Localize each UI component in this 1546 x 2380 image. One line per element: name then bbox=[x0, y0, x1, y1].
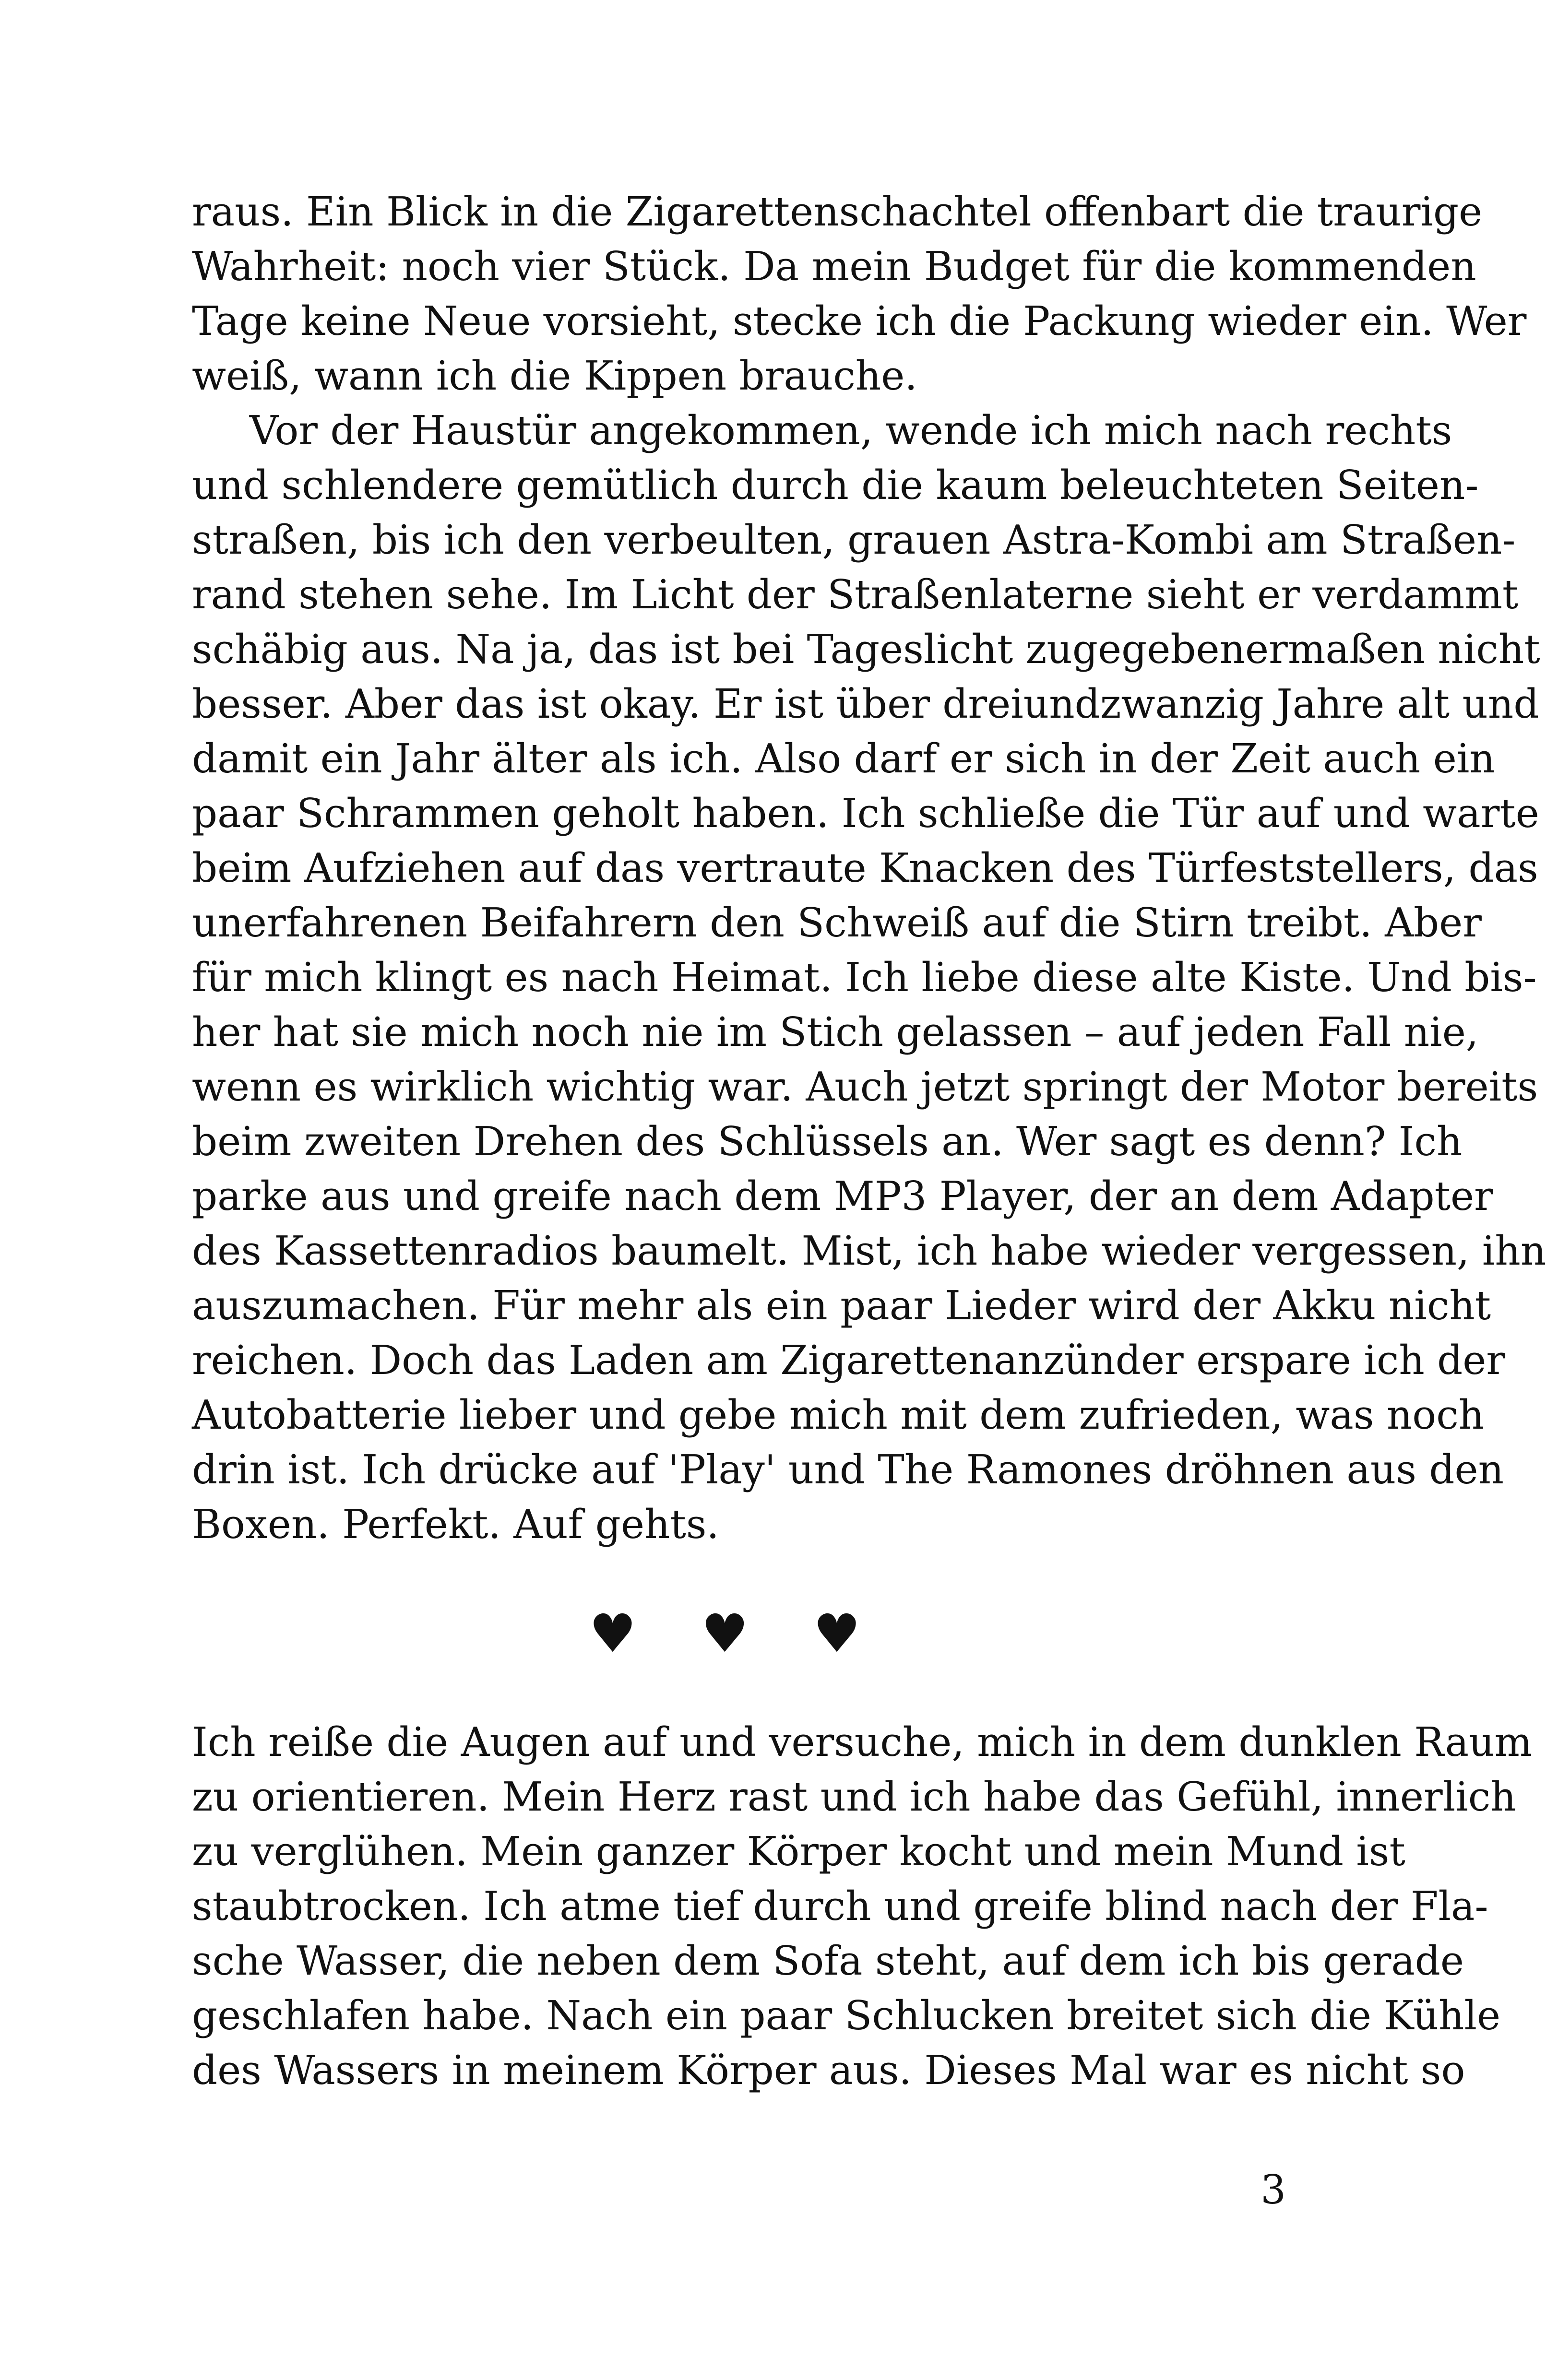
text-line: besser. Aber das ist okay. Er ist über dreiundzwanzig Jahre alt und bbox=[192, 681, 1539, 727]
text-line: drin ist. Ich drücke auf 'Play' und The Ramones dröhnen aus den bbox=[192, 1446, 1504, 1493]
text-line: des Kassettenradios baumelt. Mist, ich habe wieder vergessen, ihn bbox=[192, 1228, 1546, 1274]
text-line: unerfahrenen Beifahrern den Schweiß auf die Stirn treibt. Aber bbox=[192, 900, 1482, 946]
text-line: Autobatterie lieber und gebe mich mit dem zufrieden, was noch bbox=[192, 1392, 1485, 1438]
text-line: zu orientieren. Mein Herz rast und ich habe das Gefühl, innerlich bbox=[192, 1774, 1516, 1820]
text-line: Tage keine Neue vorsieht, stecke ich die Packung wieder ein. Wer bbox=[192, 298, 1527, 344]
text-line: parke aus und greife nach dem MP3 Player, der an dem Adapter bbox=[192, 1173, 1493, 1220]
text-line: wenn es wirklich wichtig war. Auch jetzt springt der Motor bereits bbox=[192, 1064, 1538, 1110]
text-block-2 bbox=[192, 1715, 1533, 2098]
text-line: rand stehen sehe. Im Licht der Straßenlaterne sieht er verdammt bbox=[192, 571, 1519, 618]
text-line: staubtrocken. Ich atme tief durch und greife blind nach der Fla- bbox=[192, 1883, 1488, 1930]
text-line: raus. Ein Blick in die Zigarettenschachtel offenbart die traurige bbox=[192, 189, 1483, 235]
text-line: des Wassers in meinem Körper aus. Dieses Mal war es nicht so bbox=[192, 2047, 1465, 2094]
text-block-1 bbox=[192, 185, 1546, 1552]
page-number: 3 bbox=[1261, 2167, 1286, 2213]
text-line: beim zweiten Drehen des Schlüssels an. Wer sagt es denn? Ich bbox=[192, 1118, 1463, 1165]
text-line: damit ein Jahr älter als ich. Also darf er sich in der Zeit auch ein bbox=[192, 735, 1495, 782]
text-line: und schlendere gemütlich durch die kaum beleuchteten Seiten- bbox=[192, 462, 1479, 509]
text-line: her hat sie mich noch nie im Stich gelassen – auf jeden Fall nie, bbox=[192, 1009, 1479, 1055]
text-line: auszumachen. Für mehr als ein paar Lieder wird der Akku nicht bbox=[192, 1282, 1491, 1329]
text-line: straßen, bis ich den verbeulten, grauen Astra-Kombi am Straßen- bbox=[192, 517, 1516, 563]
text-line: geschlafen habe. Nach ein paar Schlucken breitet sich die Kühle bbox=[192, 1992, 1501, 2039]
section-separator: ♥ ♥ ♥ bbox=[589, 1603, 885, 1664]
text-line: sche Wasser, die neben dem Sofa steht, auf dem ich bis gerade bbox=[192, 1938, 1464, 1984]
text-line: Boxen. Perfekt. Auf gehts. bbox=[192, 1501, 719, 1548]
text-line: reichen. Doch das Laden am Zigarettenanzünder erspare ich der bbox=[192, 1337, 1506, 1384]
text-line: beim Aufziehen auf das vertraute Knacken des Türfeststellers, das bbox=[192, 845, 1538, 891]
text-line: für mich klingt es nach Heimat. Ich liebe diese alte Kiste. Und bis- bbox=[192, 954, 1537, 1001]
text-line: schäbig aus. Na ja, das ist bei Tageslicht zugegebenermaßen nicht bbox=[192, 626, 1540, 673]
text-line: Wahrheit: noch vier Stück. Da mein Budget für die kommenden bbox=[192, 243, 1476, 290]
text-line: paar Schrammen geholt haben. Ich schließe die Tür auf und warte bbox=[192, 790, 1539, 837]
text-line: weiß, wann ich die Kippen brauche. bbox=[192, 353, 917, 399]
text-line: Ich reiße die Augen auf und versuche, mich in dem dunklen Raum bbox=[192, 1719, 1533, 1765]
text-line: Vor der Haustür angekommen, wende ich mich nach rechts bbox=[250, 407, 1452, 454]
text-line: zu verglühen. Mein ganzer Körper kocht und mein Mund ist bbox=[192, 1828, 1405, 1875]
